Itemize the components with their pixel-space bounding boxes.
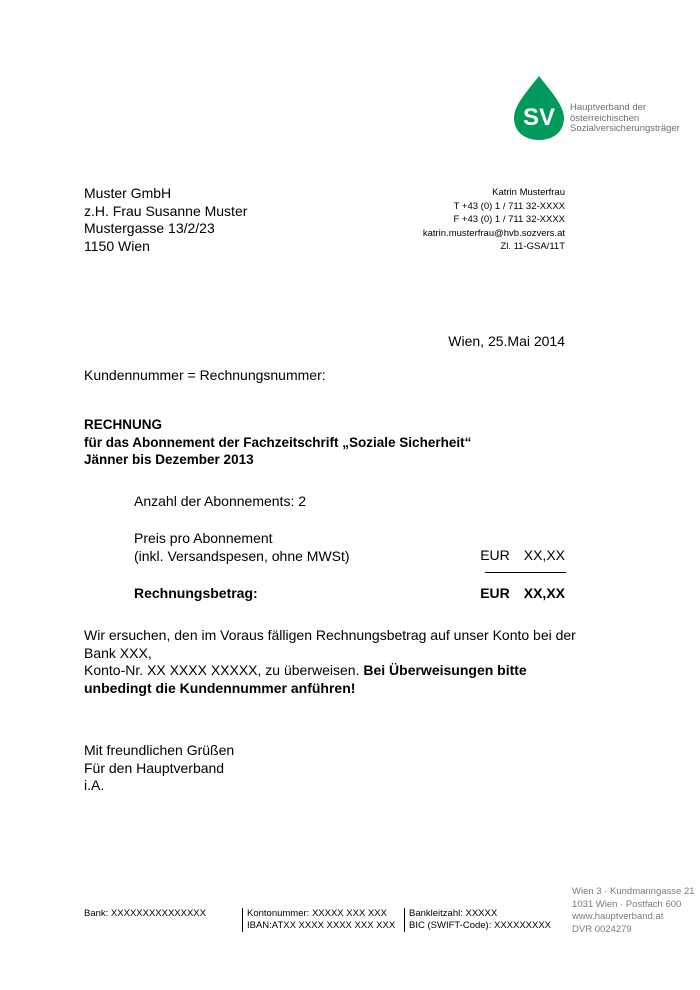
price-amount (480, 547, 565, 563)
payment-notice: Bei Überweisungen bitte unbedingt die Kundennummer anführen! (84, 662, 527, 696)
sender-fax: F +43 (0) 1 / 711 32-XXXX (453, 214, 565, 225)
recipient-line: 1150 Wien (84, 237, 150, 254)
footer-bic: BIC (SWIFT-Code): XXXXXXXXX (409, 920, 552, 931)
closing-line: Mit freundlichen Grüßen (84, 742, 235, 758)
price-label-line: Preis pro Abonnement (134, 530, 273, 546)
footer-website: www.hauptverband.at (572, 911, 664, 922)
footer-routing (404, 908, 551, 932)
recipient-line: Muster GmbH (84, 185, 172, 201)
total-currency: EUR (480, 585, 510, 601)
title-line: für das Abonnement der Fachzeitschrift „Soziale Sicherheit“ (84, 434, 472, 450)
customer-number-label: Kundennummer = Rechnungsnummer: (84, 367, 326, 383)
footer-account (242, 908, 395, 932)
price-currency: EUR (480, 547, 510, 563)
total-amount (480, 585, 565, 601)
sender-info (423, 186, 565, 254)
payment-instructions (84, 627, 584, 697)
recipient-line: z.H. Frau Susanne Muster (84, 202, 248, 219)
sender-reference: Zl. 11-GSA/11T (500, 241, 565, 252)
price-label-line: (inkl. Versandspesen, ohne MWSt) (134, 547, 350, 564)
total-divider (485, 572, 566, 573)
logo-letters: SV (522, 104, 556, 131)
total-label: Rechnungsbetrag: (134, 585, 258, 601)
footer-iban: IBAN:ATXX XXXX XXXX XXX XXX (247, 920, 396, 931)
logo-line: Hauptverband der (570, 102, 647, 113)
footer-bank-code: Bankleitzahl: XXXXX (409, 908, 498, 919)
closing-line: Für den Hauptverband (84, 759, 225, 776)
footer-address (572, 886, 695, 936)
sender-phone: T +43 (0) 1 / 711 32-XXXX (453, 200, 565, 212)
sender-email: katrin.musterfrau@hvb.sozvers.at (422, 227, 565, 239)
recipient-address (84, 185, 247, 255)
letter-date: Wien, 25.Mai 2014 (448, 333, 565, 349)
footer-bank (84, 908, 206, 920)
title-line: RECHNUNG (84, 417, 163, 432)
total-value: XX,XX (523, 585, 565, 601)
footer-dvr: DVR 0024279 (572, 923, 632, 935)
sender-name: Katrin Musterfrau (492, 187, 565, 198)
logo-line: Sozialversicherungsträger (570, 123, 680, 134)
footer-account-number: Kontonummer: XXXXX XXX XXX (247, 908, 387, 919)
subscription-count: Anzahl der Abonnements: 2 (134, 493, 307, 509)
payment-text: Konto-Nr. XX XXXX XXXXX, zu überweisen. (84, 662, 364, 678)
footer-address-line: 1031 Wien · Postfach 600 (572, 898, 682, 910)
sv-logo (513, 75, 565, 141)
price-value: XX,XX (523, 547, 565, 563)
footer-address-line: Wien 3 · Kundmanngasse 21 (572, 886, 695, 897)
logo-line: österreichischen (570, 112, 640, 124)
recipient-line: Mustergasse 13/2/23 (84, 220, 215, 236)
closing-line: i.A. (84, 777, 105, 793)
payment-text: Wir ersuchen, den im Voraus fälligen Rechnungsbetrag auf unser Konto bei der Bank XXX, (84, 627, 576, 661)
footer-bank-name: Bank: XXXXXXXXXXXXXXX (84, 908, 206, 919)
invoice-title (84, 416, 471, 469)
price-label (134, 530, 350, 565)
closing (84, 742, 234, 795)
logo-wordmark (570, 103, 680, 135)
title-line: Jänner bis Dezember 2013 (84, 452, 254, 467)
